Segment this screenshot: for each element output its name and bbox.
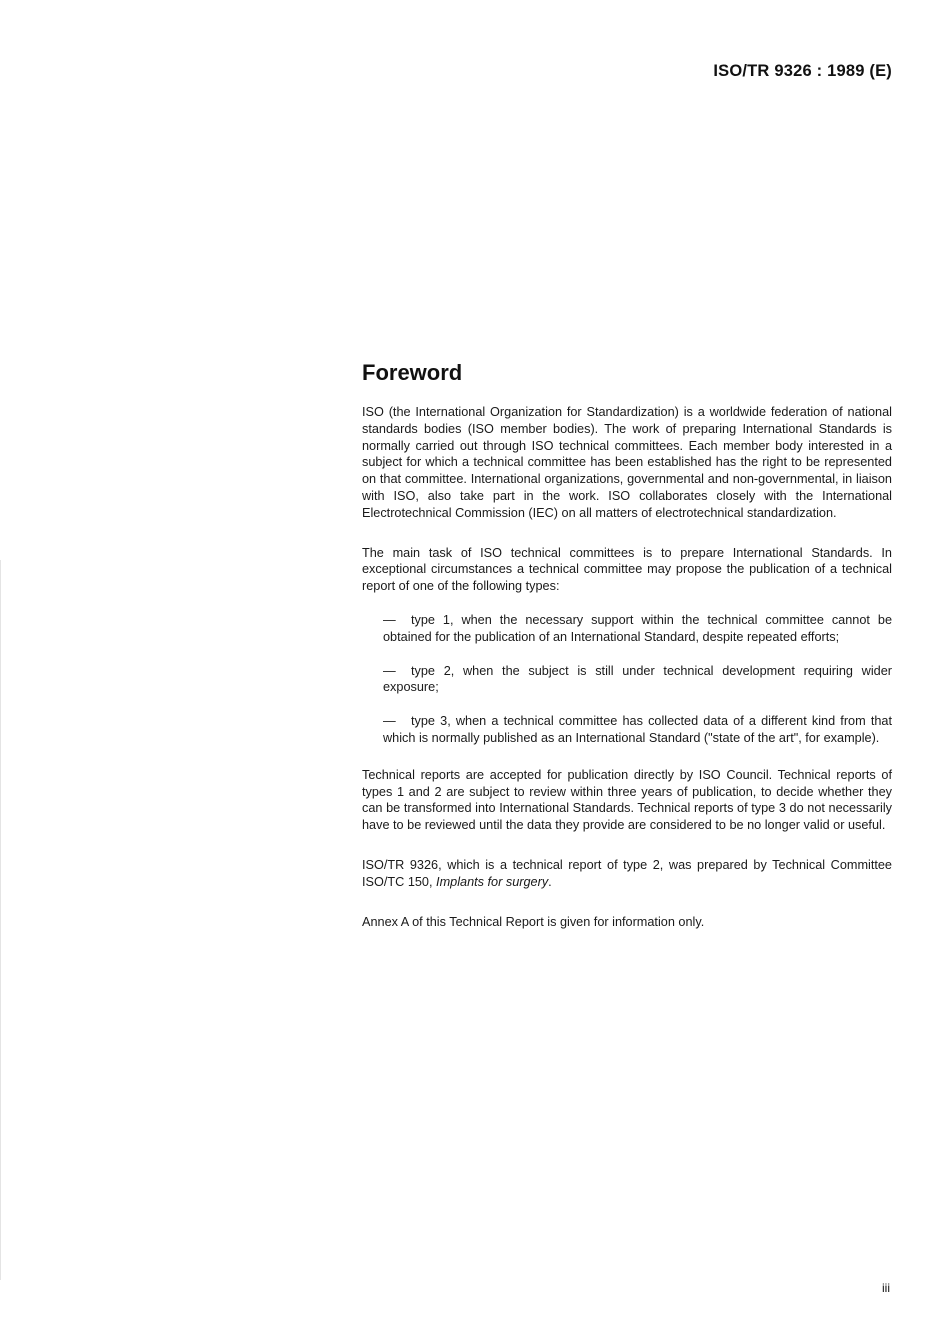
foreword-section bbox=[362, 360, 892, 953]
scan-edge-line bbox=[0, 560, 1, 1280]
page-number: iii bbox=[882, 1281, 890, 1295]
list-item bbox=[383, 663, 892, 697]
paragraph-preparation bbox=[362, 857, 892, 891]
preparation-text: ISO/TR 9326, which is a technical report of type 2, was prepared by Technical Committee ISO/TC 150, bbox=[362, 857, 892, 889]
list-item bbox=[383, 713, 892, 747]
paragraph-main-task: The main task of ISO technical committees is to prepare International Standards. In exceptional circumstances a technical committee may propose the publication of a technical report of one of the following types: bbox=[362, 545, 892, 594]
preparation-suffix: . bbox=[548, 874, 552, 889]
dash-bullet: — bbox=[383, 612, 396, 627]
committee-name: Implants for surgery bbox=[436, 874, 549, 889]
list-item-text: type 1, when the necessary support within the technical committee cannot be obtained for the publication of an International Standard, despite repeated efforts; bbox=[383, 612, 892, 644]
paragraph-annex-note: Annex A of this Technical Report is given for information only. bbox=[362, 914, 705, 929]
report-types-list bbox=[383, 612, 892, 747]
section-title: Foreword bbox=[362, 360, 463, 385]
paragraph-acceptance: Technical reports are accepted for publication directly by ISO Council. Technical reports of types 1 and 2 are subject to review within three years of publication, to decide whether they can be transformed into International Standards. Technical reports of type 3 do not necessarily have to be reviewed until the data they provide are considered to be no longer valid or useful. bbox=[362, 767, 892, 833]
dash-bullet: — bbox=[383, 663, 396, 678]
list-item-text: type 2, when the subject is still under technical development requiring wider exposure; bbox=[383, 663, 892, 695]
list-item-text: type 3, when a technical committee has collected data of a different kind from that which is normally published as an International Standard ("state of the art", for example). bbox=[383, 714, 892, 745]
paragraph-iso-intro: ISO (the International Organization for Standardization) is a worldwide federation of national standards bodies (ISO member bodies). The work of preparing International Standards is normally carried out through ISO technical committees. Each member body interested in a subject for which a technical committee has been established has the right to be represented on that committee. International organizations, governmental and non-governmental, in liaison with ISO, also take part in the work. ISO collaborates closely with the International Electrotechnical Commission (IEC) on all matters of electrotechnical standardization. bbox=[362, 405, 892, 520]
document-designation: ISO/TR 9326 : 1989 (E) bbox=[713, 62, 892, 80]
list-item bbox=[383, 612, 892, 646]
dash-bullet: — bbox=[383, 714, 396, 729]
